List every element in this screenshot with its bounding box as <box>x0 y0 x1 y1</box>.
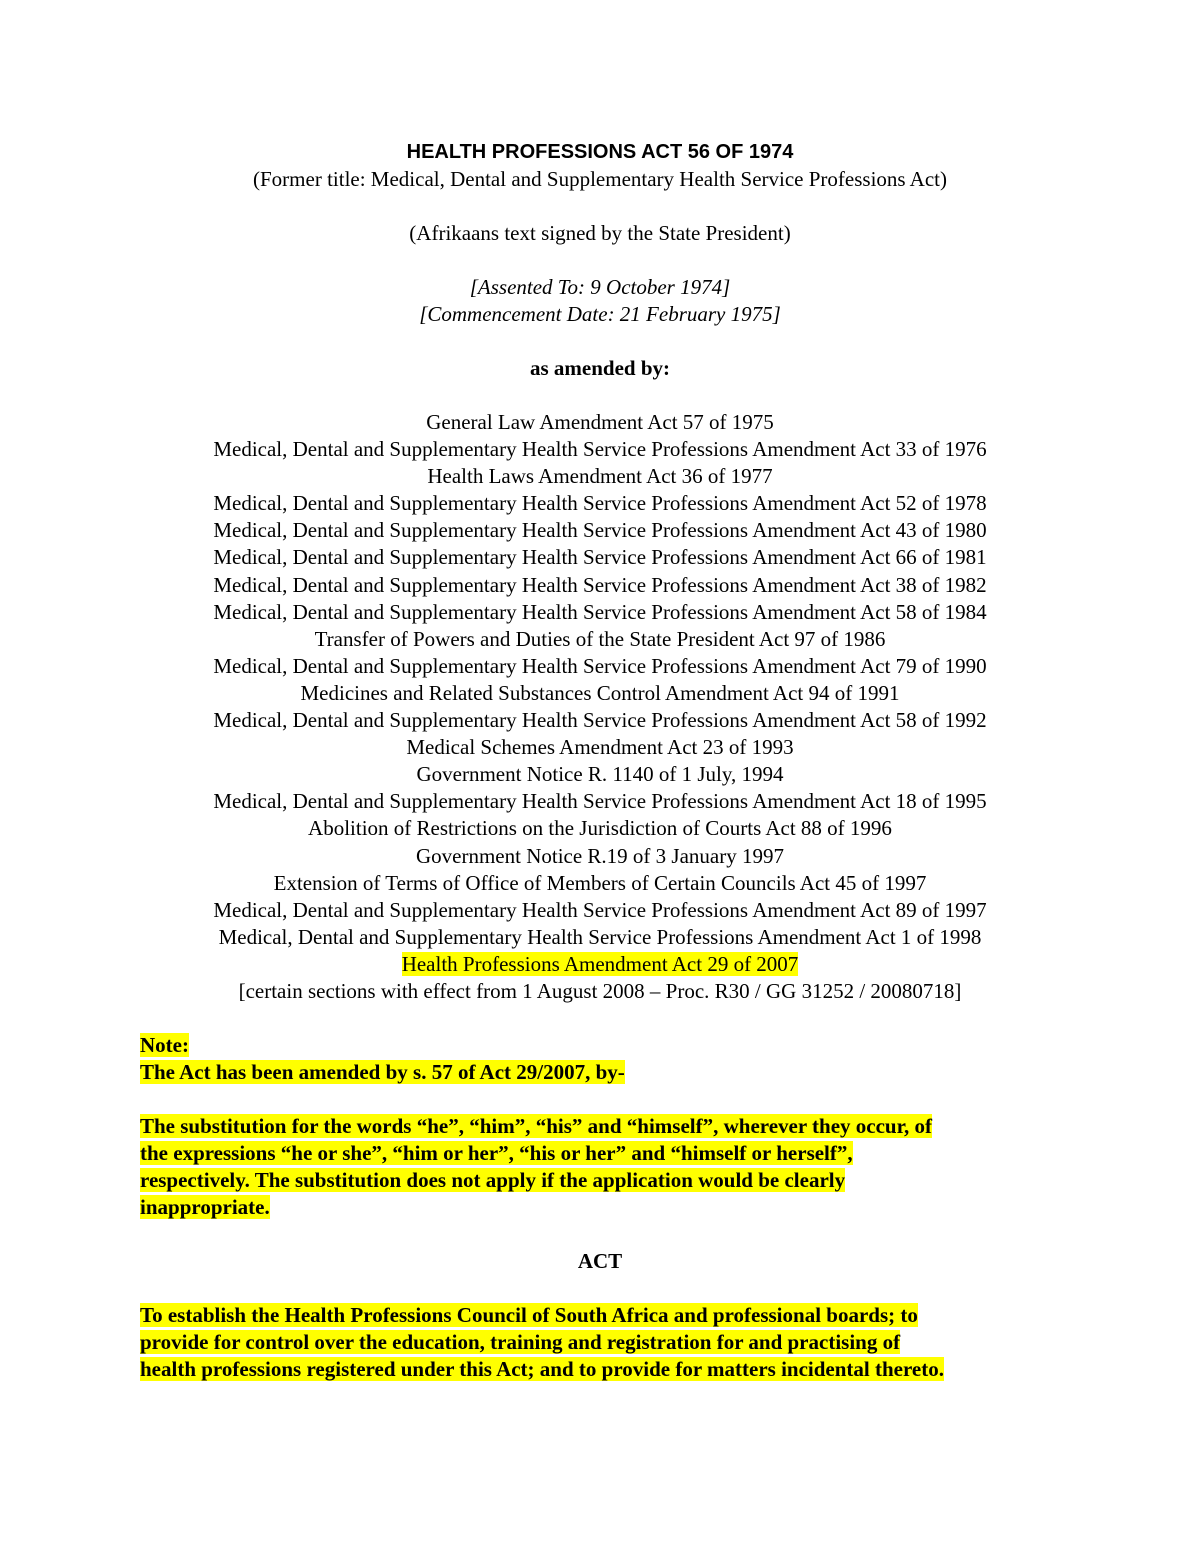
document-header <box>140 138 1060 409</box>
assented-date: [Assented To: 9 October 1974] <box>469 275 731 299</box>
note-intro: The Act has been amended by s. 57 of Act 29/2007, by- <box>140 1060 625 1085</box>
amendment-item: Medical, Dental and Supplementary Health Service Professions Amendment Act 66 of 1981 <box>213 545 987 570</box>
act-title: HEALTH PROFESSIONS ACT 56 OF 1974 <box>406 141 794 163</box>
highlighted-amendment <box>140 951 1060 978</box>
note-body-line: The substitution for the words “he”, “him”, “his” and “himself”, wherever they occur, of <box>140 1114 933 1139</box>
document-page <box>140 138 1060 1383</box>
amendment-item: Medical, Dental and Supplementary Health Service Professions Amendment Act 33 of 1976 <box>213 437 987 462</box>
amendment-item: Medical, Dental and Supplementary Health Service Professions Amendment Act 58 of 1984 <box>213 599 987 624</box>
commencement-date: [Commencement Date: 21 February 1975] <box>419 302 781 326</box>
amendment-item: Medical, Dental and Supplementary Health Service Professions Amendment Act 1 of 1998 <box>218 924 982 949</box>
amendment-item: Medical, Dental and Supplementary Health Service Professions Amendment Act 52 of 1978 <box>213 491 987 516</box>
long-title-line: health professions registered under this Act; and to provide for matters incidental thereto. <box>140 1357 944 1382</box>
amendment-item: Medicines and Related Substances Control Amendment Act 94 of 1991 <box>300 680 900 705</box>
amendment-list <box>140 409 1060 1005</box>
amendment-item: Government Notice R.19 of 3 January 1997 <box>415 843 784 868</box>
amendment-item: Medical, Dental and Supplementary Health Service Professions Amendment Act 58 of 1992 <box>213 708 987 733</box>
amendment-item: Medical, Dental and Supplementary Health Service Professions Amendment Act 89 of 1997 <box>213 897 987 922</box>
long-title-line: To establish the Health Professions Council of South Africa and professional boards; to <box>140 1303 918 1328</box>
amendment-item: Extension of Terms of Office of Members of Certain Councils Act 45 of 1997 <box>273 870 927 895</box>
amendment-item: Health Laws Amendment Act 36 of 1977 <box>427 464 773 489</box>
amendment-item: Medical Schemes Amendment Act 23 of 1993 <box>406 735 794 760</box>
note-label: Note: <box>140 1033 189 1058</box>
highlighted-amendment-text: Health Professions Amendment Act 29 of 2007 <box>401 951 799 976</box>
afrikaans-note: (Afrikaans text signed by the State President) <box>409 221 791 245</box>
long-title <box>140 1302 1060 1383</box>
amended-by-label: as amended by: <box>529 356 671 380</box>
amendment-item: Medical, Dental and Supplementary Health Service Professions Amendment Act 79 of 1990 <box>213 653 987 678</box>
amendment-item: Medical, Dental and Supplementary Health Service Professions Amendment Act 38 of 1982 <box>213 572 987 597</box>
amendment-item: Medical, Dental and Supplementary Health Service Professions Amendment Act 43 of 1980 <box>213 518 987 543</box>
note-body-line: the expressions “he or she”, “him or her”, “his or her” and “himself or herself”, <box>140 1141 853 1166</box>
amendment-item: Abolition of Restrictions on the Jurisdiction of Courts Act 88 of 1996 <box>308 816 892 841</box>
long-title-line: provide for control over the education, training and registration for and practising of <box>140 1330 901 1355</box>
note-body-line: inappropriate. <box>140 1195 270 1220</box>
act-heading: ACT <box>577 1249 623 1274</box>
note-body-line: respectively. The substitution does not apply if the application would be clearly <box>140 1168 846 1193</box>
effect-note: [certain sections with effect from 1 August 2008 – Proc. R30 / GG 31252 / 20080718] <box>238 978 962 1003</box>
note-block <box>140 1032 1060 1221</box>
amendment-item: Medical, Dental and Supplementary Health Service Professions Amendment Act 18 of 1995 <box>213 789 987 814</box>
amendment-item: Government Notice R. 1140 of 1 July, 1994 <box>416 762 784 787</box>
former-title: (Former title: Medical, Dental and Supplementary Health Service Professions Act) <box>253 167 947 191</box>
amendment-item: General Law Amendment Act 57 of 1975 <box>426 410 774 434</box>
amendment-item: Transfer of Powers and Duties of the State President Act 97 of 1986 <box>314 626 886 651</box>
